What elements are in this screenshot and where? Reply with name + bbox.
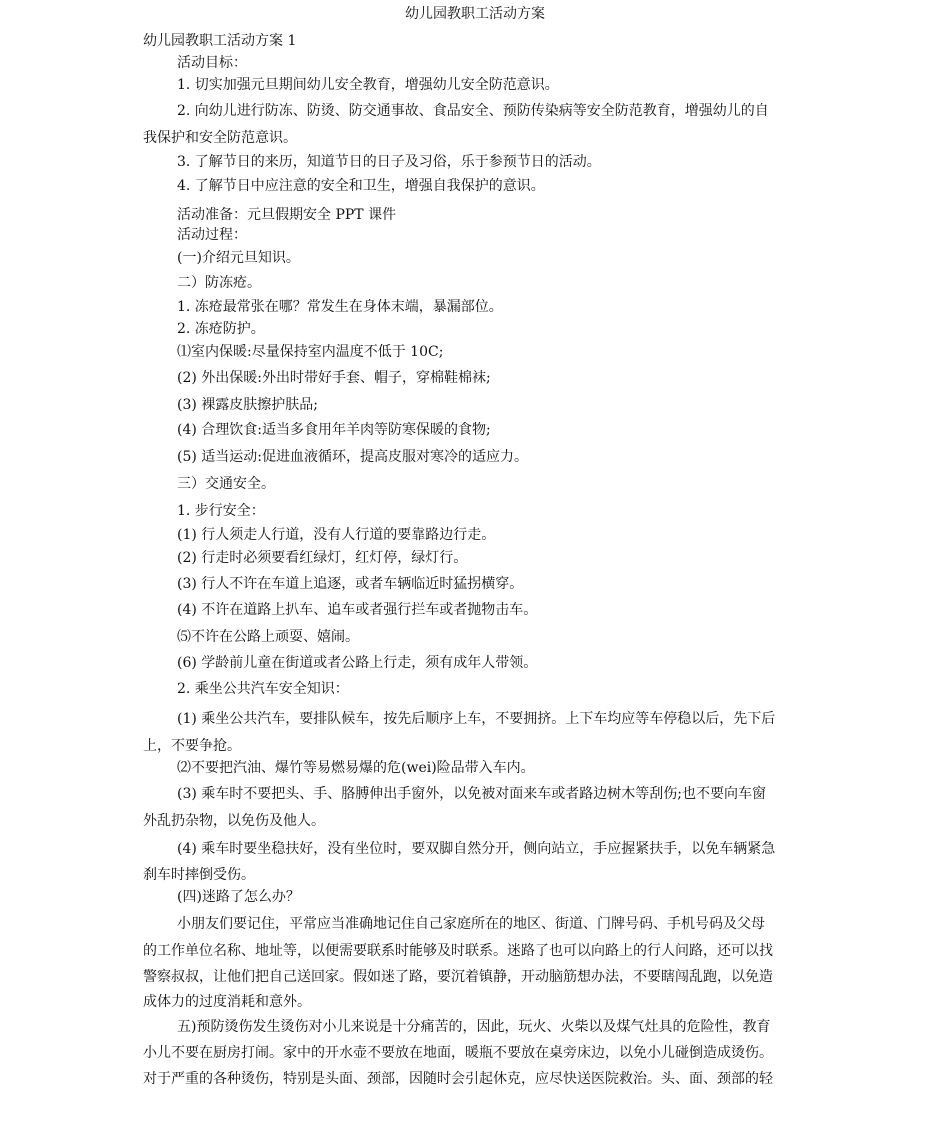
paragraph-line: 的工作单位名称、地址等，以便需要联系时能够及时联系。迷路了也可以向路上的行人问路，还可以找 (143, 943, 773, 959)
list-item: 1. 步行安全： (177, 503, 265, 519)
goal-item-continued: 我保护和安全防范意识。 (143, 130, 297, 146)
list-item: (2) 行走时必须要看红绿灯，红灯停，绿灯行。 (177, 550, 468, 566)
goal-item: 4. 了解节日中应注意的安全和卫生，增强自我保护的意识。 (177, 178, 545, 194)
paragraph-line: 小朋友们要记住，平常应当准确地记住自己家庭所在的地区、街道、门牌号码、手机号码及父母 (177, 916, 765, 932)
page-title: 幼儿园教职工活动方案 (405, 6, 545, 22)
paragraph-line: 成体力的过度消耗和意外。 (143, 994, 311, 1010)
list-item: 2. 乘坐公共汽车安全知识： (177, 681, 349, 697)
list-item: (1) 乘坐公共汽车，要排队候车，按先后顺序上车，不要拥挤。上下车均应等车停稳以后，先下后 (177, 711, 776, 727)
goals-label: 活动目标： (177, 55, 247, 71)
list-item: ⑴室内保暖:尽量保持室内温度不低于 10C; (177, 344, 444, 360)
paragraph-line: 对于严重的各种烫伤，特别是头面、颈部，因随时会引起休克，应尽快送医院救治。头、面、颈部的轻 (143, 1071, 773, 1087)
list-item: (2) 外出保暖:外出时带好手套、帽子，穿棉鞋棉袜; (177, 370, 491, 386)
list-item: (4) 不许在道路上扒车、追车或者强行拦车或者抛物击车。 (177, 602, 538, 618)
list-item: (4) 乘车时要坐稳扶好，没有坐位时，要双脚自然分开，侧向站立，手应握紧扶手，以免车辆紧急 (177, 841, 776, 857)
list-item: (4) 合理饮食:适当多食用年羊肉等防寒保暖的食物; (177, 422, 491, 438)
goal-item: 2. 向幼儿进行防冻、防烫、防交通事故、食品安全、预防传染病等安全防范教育，增强幼儿的自 (177, 103, 769, 119)
list-item-continued: 上，不要争抢。 (143, 738, 241, 754)
process-label: 活动过程： (177, 227, 247, 243)
list-item-continued: 外乱扔杂物，以免伤及他人。 (143, 813, 325, 829)
activity-prep: 活动准备：元旦假期安全 PPT 课件 (177, 207, 397, 223)
list-item: 2. 冻疮防护。 (177, 321, 265, 337)
list-item: (3) 乘车时不要把头、手、胳膊伸出手窗外，以免被对面来车或者路边树木等刮伤;也不要向车窗 (177, 786, 766, 802)
list-item: (5) 适当运动:促进血液循环，提高皮服对寒冷的适应力。 (177, 449, 528, 465)
goal-item: 1. 切实加强元旦期间幼儿安全教育，增强幼儿安全防范意识。 (177, 77, 559, 93)
section-heading: 三）交通安全。 (177, 476, 275, 492)
paragraph-line: 小儿不要在厨房打闹。家中的开水壶不要放在地面，暖瓶不要放在桌旁床边，以免小儿碰倒造成烫伤。 (143, 1045, 773, 1061)
list-item: (3) 裸露皮肤擦护肤品; (177, 397, 318, 413)
section-heading: 二）防冻疮。 (177, 275, 261, 291)
paragraph-line: 五)预防烫伤发生烫伤对小儿来说是十分痛苦的，因此，玩火、火柴以及煤气灶具的危险性，教育 (177, 1019, 771, 1035)
list-item-continued: 刹车时摔倒受伤。 (143, 867, 255, 883)
list-item: (6) 学龄前儿童在街道或者公路上行走，须有成年人带领。 (177, 655, 538, 671)
list-item: (3) 行人不许在车道上追逐，或者车辆临近时猛拐横穿。 (177, 576, 524, 592)
document-heading: 幼儿园教职工活动方案 1 (143, 33, 297, 49)
list-item: ⑸不许在公路上顽耍、嬉闹。 (177, 629, 359, 645)
goal-item: 3. 了解节日的来历，知道节日的日子及习俗，乐于参预节日的活动。 (177, 154, 601, 170)
list-item: ⑵不要把汽油、爆竹等易燃易爆的危(wei)险品带入车内。 (177, 760, 535, 776)
list-item: 1. 冻疮最常张在哪？常发生在身体末端，暴漏部位。 (177, 299, 503, 315)
list-item: (1) 行人须走人行道，没有人行道的要靠路边行走。 (177, 527, 496, 543)
section-heading: (四)迷路了怎么办？ (177, 889, 300, 905)
section-heading: (一)介绍元旦知识。 (177, 250, 300, 266)
paragraph-line: 警察叔叔，让他们把自己送回家。假如迷了路，要沉着镇静，开动脑筋想办法，不要瞎闯乱跑，以免造 (143, 969, 773, 985)
